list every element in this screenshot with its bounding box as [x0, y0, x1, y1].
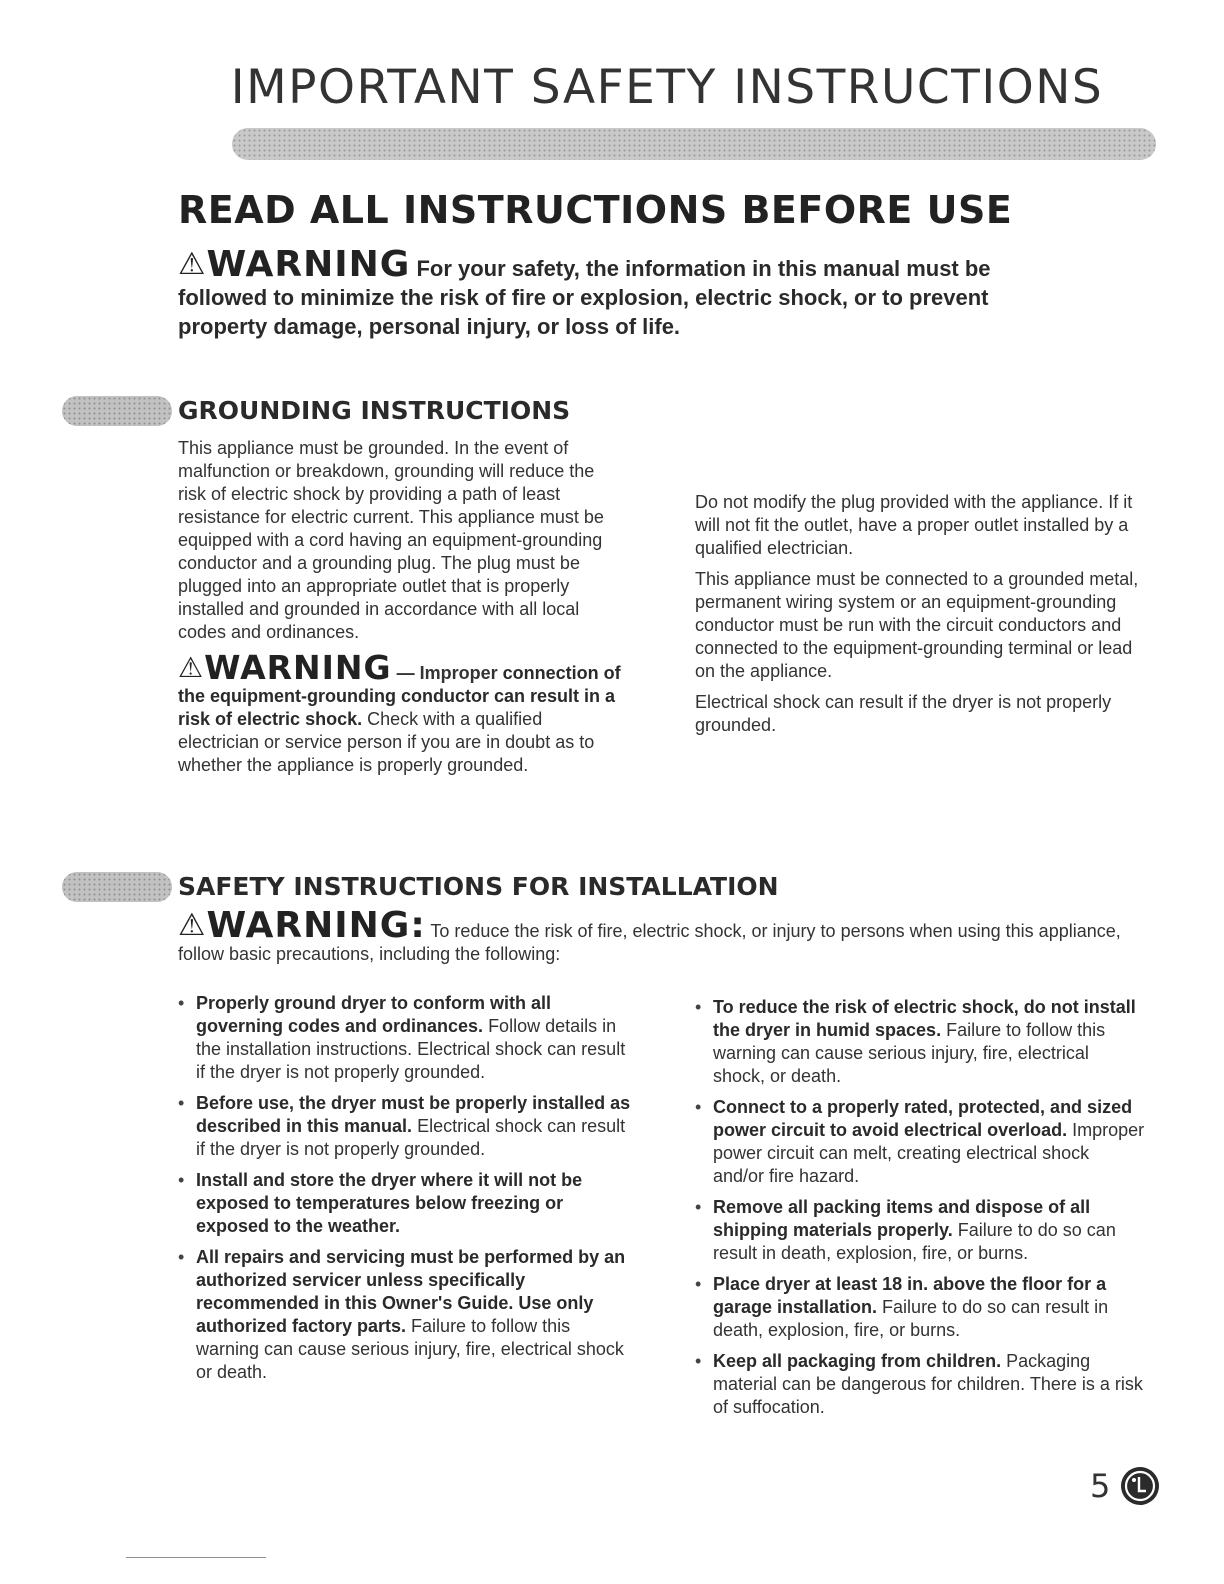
grounding-paragraph: This appliance must be connected to a grounded metal, permanent wiring system or an equipment-grounding conductor must be run with the circuit conductors and connected to the equipment-grounding terminal or lead on the appliance. [695, 569, 1139, 681]
section-marker [62, 872, 172, 902]
list-item: • Keep all packaging from children. Packaging material can be dangerous for children. There is a risk of suffocation. [695, 1350, 1145, 1419]
installation-left-column [178, 992, 634, 1392]
intro-warning [178, 244, 1078, 341]
list-item: • To reduce the risk of electric shock, do not install the dryer in humid spaces. Failure to follow this warning can cause serious injury, fire, electrical shock, or death. [695, 996, 1145, 1088]
installation-heading: SAFETY INSTRUCTIONS FOR INSTALLATION [178, 872, 779, 901]
list-item: • Properly ground dryer to conform with all governing codes and ordinances. Follow details in the installation instructions. Electrical shock can result if the dryer is not properly grounded. [178, 992, 634, 1084]
list-item: • Connect to a properly rated, protected, and sized power circuit to avoid electrical overload. Improper power circuit can melt, creating electrical shock and/or fire hazard. [695, 1096, 1145, 1188]
divider [126, 1557, 266, 1558]
list-item: • All repairs and servicing must be performed by an authorized servicer unless specifically recommended in this Owner's Guide. Use only authorized factory parts. Failure to follow this warning can cause serious injury, fire, electrical shock or death. [178, 1246, 634, 1384]
grounding-warning: ⚠WARNING — Improper connection of the equipment-grounding conductor can result in a risk of electric shock. Check with a qualified electrician or service person if you are in doubt as to whether the appliance is properly grounded. [178, 648, 621, 775]
grounding-heading: GROUNDING INSTRUCTIONS [178, 396, 571, 425]
warning-label: ⚠WARNING [178, 648, 392, 687]
section-marker [62, 396, 172, 426]
grounding-right-column [695, 437, 1145, 745]
installation-warning [178, 905, 1138, 966]
list-item: • Place dryer at least 18 in. above the floor for a garage installation. Failure to do so can result in death, explosion, fire, or burns. [695, 1273, 1145, 1342]
title-decoration-bar [232, 128, 1156, 160]
grounding-left-column [178, 437, 624, 777]
list-item: • Remove all packing items and dispose of all shipping materials properly. Failure to do so can result in death, explosion, fire, or burns. [695, 1196, 1145, 1265]
grounding-warning-text: Check with a qualified electrician or service person if you are in doubt as to whether the appliance is properly grounded. [178, 709, 595, 775]
warning-triangle-icon: ⚠ [178, 908, 207, 943]
warning-label: ⚠WARNING [178, 244, 411, 285]
main-heading: READ ALL INSTRUCTIONS BEFORE USE [178, 188, 1013, 232]
warning-label: ⚠WARNING: [178, 905, 426, 946]
grounding-warning-bold: connection of the equipment-grounding conductor can result in a risk of electric shock. [178, 663, 621, 729]
warning-triangle-icon: ⚠ [178, 651, 205, 684]
page-number: 5 [1090, 1467, 1111, 1505]
grounding-paragraph: This appliance must be grounded. In the event of malfunction or breakdown, grounding will reduce the risk of electric shock by providing a path of least resistance for electric current. This appliance must be equipped with a cord having an equipment-grounding conductor and a grounding plug. The plug must be plugged into an appropriate outlet that is properly installed and grounded in accordance with all local codes and ordinances. [178, 438, 604, 642]
grounding-paragraph: Electrical shock can result if the dryer is not properly grounded. [695, 692, 1112, 735]
installation-warning-text: To reduce the risk of fire, electric shock, or injury to persons when using this appliance, follow basic precautions, including the following: [178, 921, 1121, 964]
grounding-paragraph: Do not modify the plug provided with the appliance. If it will not fit the outlet, have a proper outlet installed by a qualified electrician. [695, 492, 1133, 558]
intro-warning-text: For your safety, the information in this manual must be followed to minimize the risk of fire or explosion, electric shock, or to prevent property damage, personal injury, or loss of life. [178, 256, 991, 339]
installation-right-column [695, 996, 1145, 1427]
list-item: • Before use, the dryer must be properly installed as described in this manual. Electrical shock can result if the dryer is not properly grounded. [178, 1092, 634, 1161]
warning-triangle-icon: ⚠ [178, 247, 207, 282]
page-title: IMPORTANT SAFETY INSTRUCTIONS [230, 60, 1104, 115]
list-item: • Install and store the dryer where it will not be exposed to temperatures below freezing or exposed to the weather. [178, 1169, 634, 1238]
lg-logo-icon [1120, 1466, 1160, 1506]
